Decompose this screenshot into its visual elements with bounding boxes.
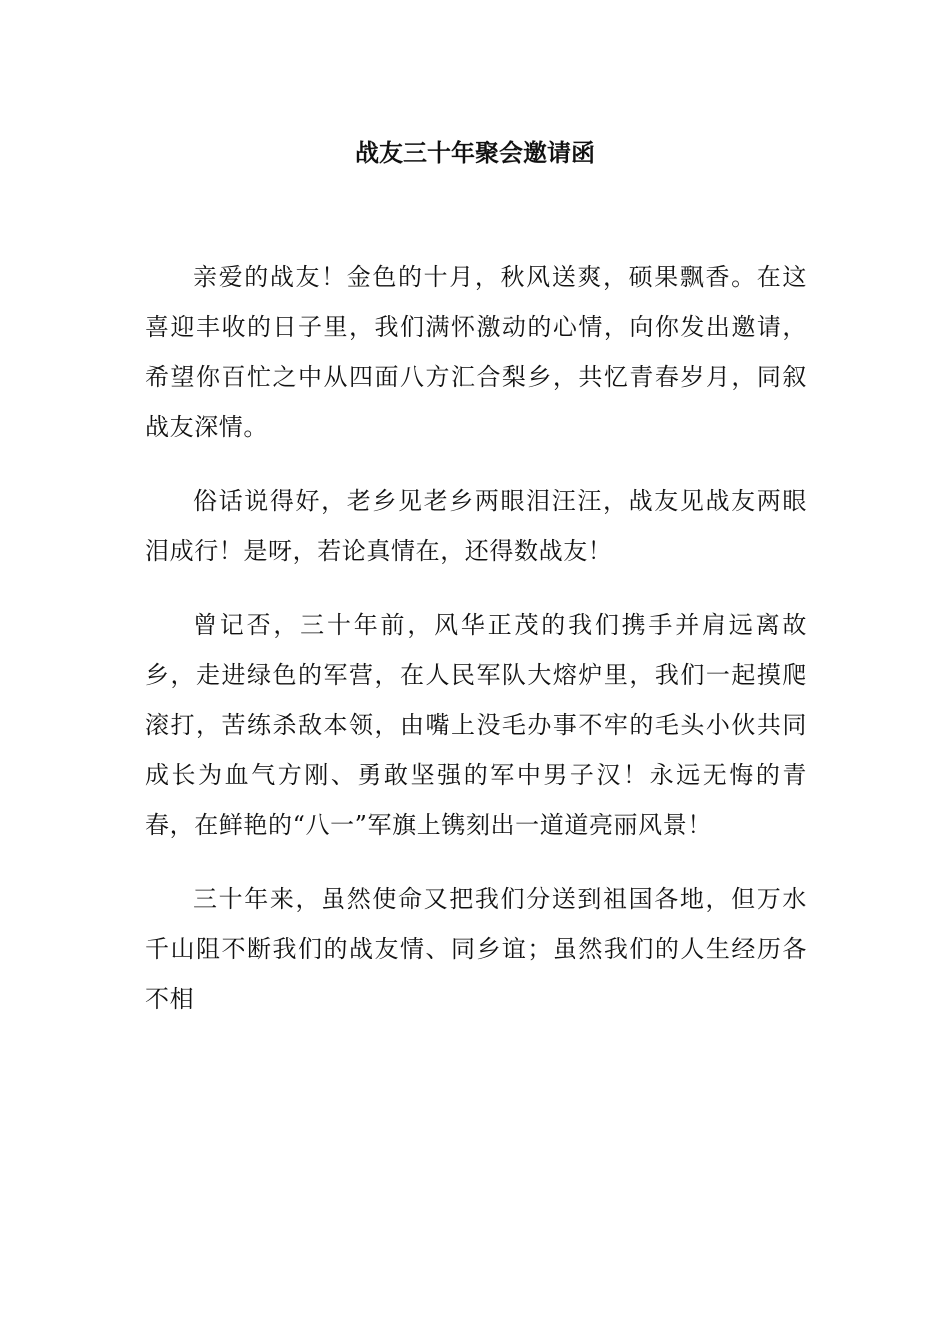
- paragraph-greeting: 亲爱的战友！金色的十月，秋风送爽，硕果飘香。在这喜迎丰收的日子里，我们满怀激动的心情，向你发出邀请，希望你百忙之中从四面八方汇合梨乡，共忆青春岁月，同叙战友深情。: [145, 263, 807, 441]
- paragraph-proverb: 俗话说得好，老乡见老乡两眼泪汪汪，战友见战友两眼泪成行！是呀，若论真情在，还得数战友！: [145, 487, 807, 565]
- letter-body: [145, 252, 807, 1048]
- paragraph-thirty-years: 三十年来，虽然使命又把我们分送到祖国各地，但万水千山阻不断我们的战友情、同乡谊；虽然我们的人生经历各不相: [145, 885, 807, 1013]
- page-title: 战友三十年聚会邀请函: [355, 138, 595, 167]
- paragraph-memories: 曾记否，三十年前，风华正茂的我们携手并肩远离故乡，走进绿色的军营，在人民军队大熔炉里，我们一起摸爬滚打，苦练杀敌本领，由嘴上没毛办事不牢的毛头小伙共同成长为血气方刚、勇敢坚强的军中男子汉！永远无悔的青春，在鲜艳的“八一”军旗上镌刻出一道道亮丽风景！: [145, 611, 807, 839]
